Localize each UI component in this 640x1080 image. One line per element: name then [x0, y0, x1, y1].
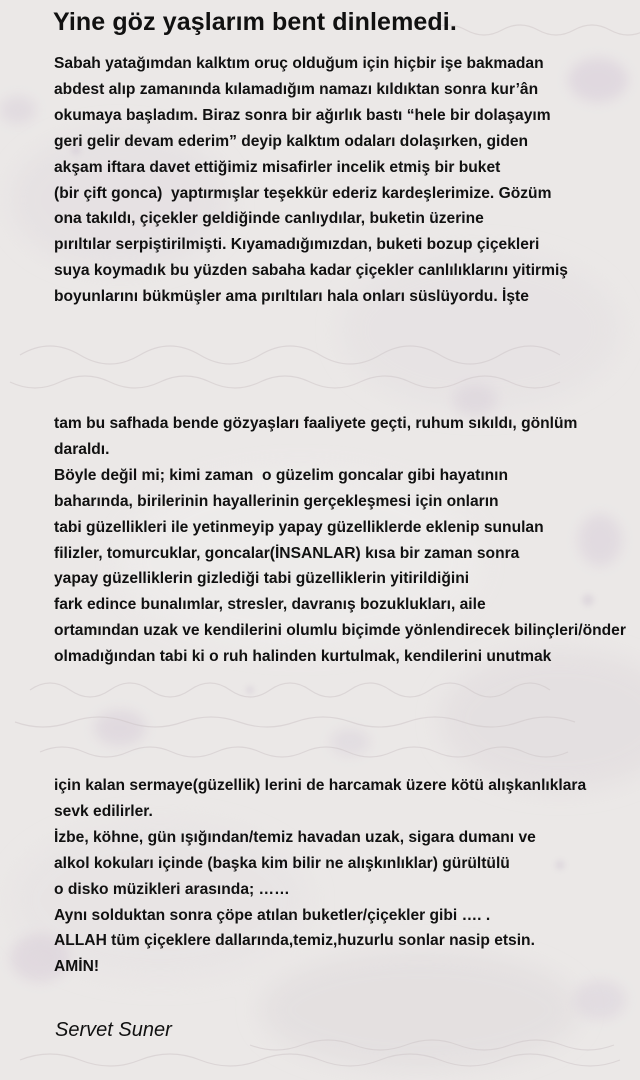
poem-line: abdest alıp zamanında kılamadığım namazı kıldıktan sonra kur’ân — [54, 80, 539, 98]
poem-line: İzbe, köhne, gün ışığından/temiz havadan uzak, sigara dumanı ve — [54, 828, 536, 846]
poem-title: Yine göz yaşlarım bent dinlemedi. — [53, 8, 457, 36]
poem-line: ona takıldı, çiçekler geldiğinde canlıydılar, buketin üzerine — [54, 210, 484, 228]
poem-line: o disko müzikleri arasında; …… — [54, 880, 290, 898]
poem-line: olmadığından tabi ki o ruh halinden kurtulmak, kendilerini unutmak — [54, 648, 552, 666]
poem-line: geri gelir devam ederim” deyip kalktım odaları dolaşırken, giden — [54, 132, 529, 150]
poem-line: (bir çift gonca) yaptırmışlar teşekkür ederiz kardeşlerimize. Gözüm — [54, 184, 552, 202]
poem-line: ortamından uzak ve kendilerini olumlu biçimde yönlendirecek bilinçleri/önder — [54, 622, 626, 640]
poem-line: Böyle değil mi; kimi zaman o güzelim goncalar gibi hayatının — [54, 466, 509, 484]
poem-line: için kalan sermaye(güzellik) lerini de harcamak üzere kötü alışkanlıklara — [54, 777, 587, 794]
poem-line: fark edince bunalımlar, stresler, davranış bozuklukları, aile — [54, 596, 486, 614]
stanza-1 — [54, 51, 568, 310]
poem-line: tam bu safhada bende gözyaşları faaliyete geçti, ruhum sıkıldı, gönlüm — [54, 415, 578, 432]
poem-line: filizler, tomurcuklar, goncalar(İNSANLAR) kısa bir zaman sonra — [54, 544, 520, 562]
stanza-3 — [54, 773, 586, 980]
poem-line: yapay güzelliklerin gizlediği tabi güzelliklerin yitirildiğini — [54, 570, 470, 588]
poem-line: tabi güzellikleri ile yetinmeyip yapay güzelliklerde eklenip sunulan — [54, 518, 544, 536]
poem-line: alkol kokuları içinde (başka kim bilir ne alışkınlıklar) gürültülü — [54, 854, 510, 872]
poem-line: akşam iftara davet ettiğimiz misafirler incelik etmiş bir buket — [54, 158, 501, 176]
stanza-2 — [54, 411, 626, 670]
poem-line: daraldı. — [54, 440, 110, 458]
poem-line: okumaya başladım. Biraz sonra bir ağırlık bastı “hele bir dolaşayım — [54, 106, 551, 124]
poem-line: suya koymadık bu yüzden sabaha kadar çiçekler canlılıklarını yitirmiş — [54, 262, 568, 280]
poem-line: baharında, birilerinin hayallerinin gerçekleşmesi için onların — [54, 492, 499, 510]
poem-line: boyunlarını bükmüşler ama pırıltıları hala onları süslüyordu. İşte — [54, 288, 529, 306]
poem-line: pırıltılar serpiştirilmişti. Kıyamadığımızdan, buketi bozup çiçekleri — [54, 236, 540, 254]
author-signature: Servet Suner — [55, 1019, 172, 1041]
poem-line: Sabah yatağımdan kalktım oruç olduğum için hiçbir işe bakmadan — [54, 55, 544, 72]
poem-line: sevk edilirler. — [54, 802, 153, 820]
poem-line: Aynı solduktan sonra çöpe atılan buketler/çiçekler gibi …. . — [54, 906, 491, 924]
poem-line: AMİN! — [54, 958, 100, 976]
poem-line: ALLAH tüm çiçeklere dallarında,temiz,huzurlu sonlar nasip etsin. — [54, 932, 535, 950]
